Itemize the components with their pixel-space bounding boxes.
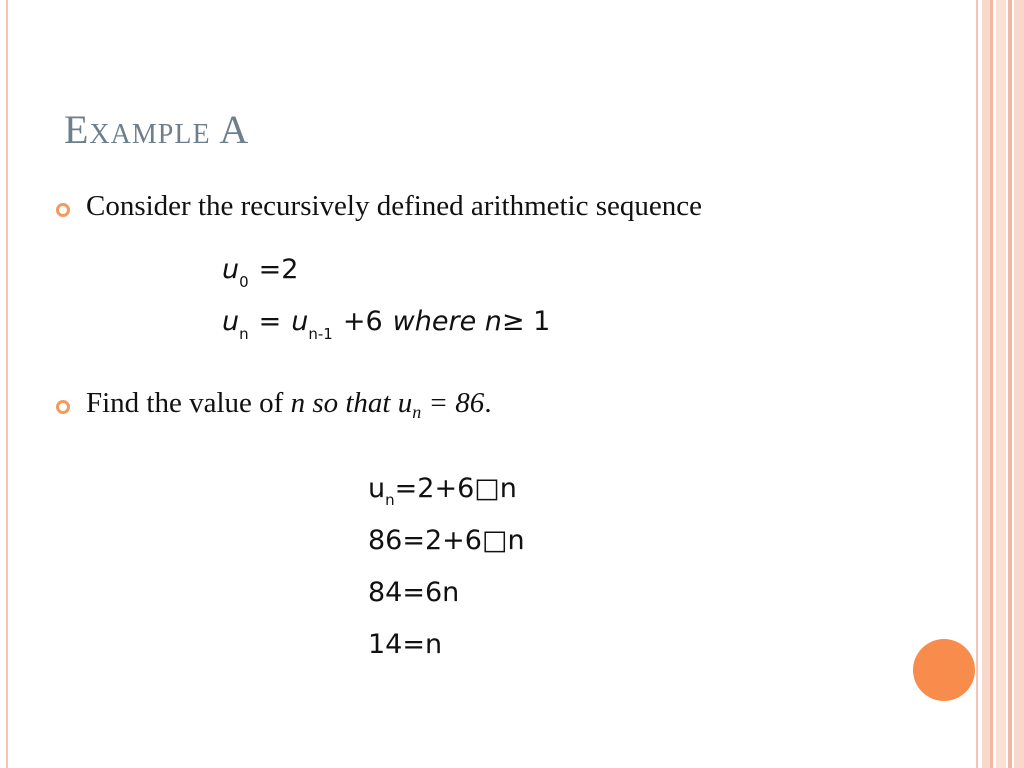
- right-stripe: [990, 0, 993, 768]
- bullet-icon: [56, 400, 70, 414]
- eq-condition: ≥ 1: [501, 306, 551, 337]
- eq-subscript: 0: [239, 273, 249, 291]
- bullet-2-sub: n: [412, 402, 422, 422]
- work-rest: =2+6□n: [394, 473, 517, 504]
- eq-var-2: u: [291, 306, 309, 337]
- bullet-2-period: .: [484, 387, 492, 419]
- work-var: u: [368, 473, 386, 504]
- work-line-2: 86=2+6□n: [368, 525, 525, 556]
- bullet-text-2: [86, 387, 492, 420]
- equation-initial: [222, 254, 299, 291]
- work-line-3: 84=6n: [368, 577, 460, 608]
- eq-subscript: n: [239, 325, 249, 343]
- eq-equals: =: [258, 306, 282, 337]
- work-line-4: 14=n: [368, 629, 443, 660]
- eq-subscript-2: n-1: [308, 325, 333, 343]
- left-border-line: [6, 0, 8, 768]
- right-stripe: [1008, 0, 1012, 768]
- right-stripe: [996, 0, 1006, 768]
- bullet-icon: [56, 203, 70, 217]
- work-sub: n: [385, 491, 395, 509]
- bullet-2-prefix: Find the value of: [86, 387, 291, 419]
- eq-value: =2: [258, 254, 299, 285]
- eq-plus: +6: [342, 306, 383, 337]
- decorative-circle: [913, 639, 975, 701]
- slide-title: Example A: [64, 107, 250, 152]
- bullet-text-1: Consider the recursively defined arithmetic sequence: [86, 190, 703, 222]
- right-stripe: [976, 0, 978, 768]
- eq-var: u: [222, 306, 240, 337]
- eq-where: where n: [392, 306, 502, 337]
- eq-var: u: [222, 254, 240, 285]
- right-stripe: [1014, 0, 1024, 768]
- right-stripe: [982, 0, 990, 768]
- equation-recursive: [222, 306, 551, 343]
- bullet-2-italic: n so that u: [290, 387, 413, 419]
- work-line-1: [368, 473, 517, 509]
- bullet-2-italic-end: = 86: [421, 387, 485, 419]
